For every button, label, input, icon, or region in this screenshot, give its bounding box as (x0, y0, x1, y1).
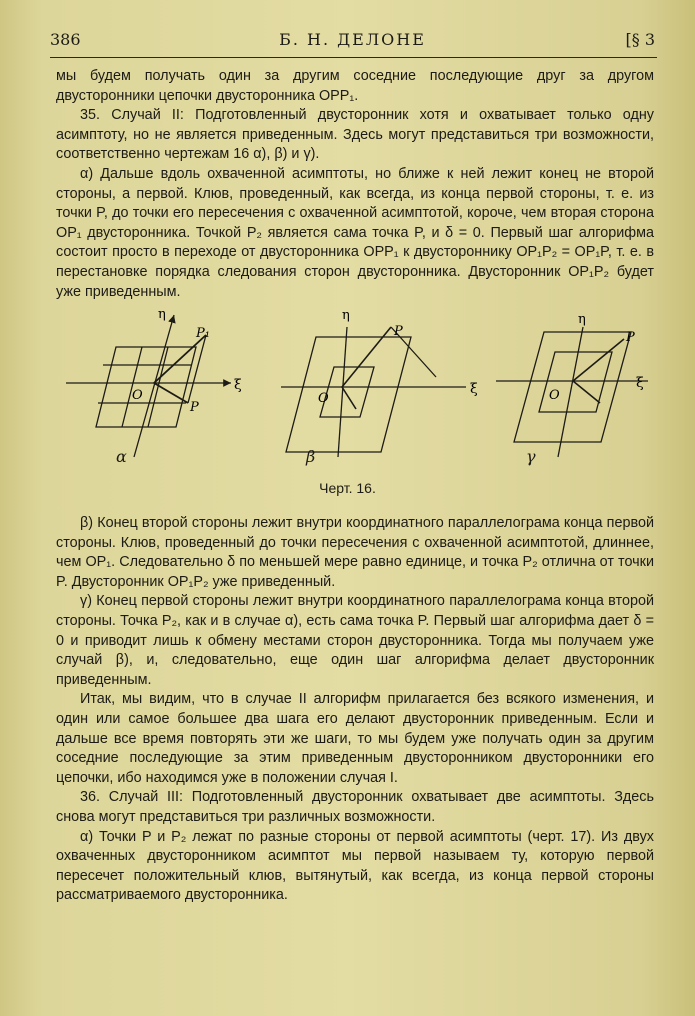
point-label-alpha: P₁ (196, 326, 210, 341)
section-marker: [§ 3 (625, 30, 655, 49)
figure-beta (281, 327, 466, 457)
origin-label-alpha: O (132, 388, 143, 403)
point-label-beta: P (394, 324, 403, 339)
paragraph: Итак, мы видим, что в случае II алгорифм прилагается без всякого изменения, и один или самое большее два шага его делают двусторонник приведенным. Если и дальше все время повторять эти же шаги, то мы будем уже получать один за другим соседние последующие за этим приведенным двусторонником двусторонники его цепочки, ибо находимся уже в положении случая I. (56, 691, 654, 786)
figure-label-beta: β (306, 447, 316, 466)
point-label-alpha-p: P (190, 400, 199, 415)
page-number: 386 (50, 30, 81, 49)
figure-caption: Черт. 16. (319, 480, 376, 496)
running-header (50, 30, 655, 52)
text-block-top (56, 67, 654, 302)
paragraph: α) Дальше вдоль охваченной асимптоты, но ближе к ней лежит конец не второй стороны, а первой. Клюв, проведенный, как всегда, из конца первой стороны, т. е. из точки P, до точки его пересечения с охваченной асимптотой, короче, чем вторая сторона OP₁ двусторонника. Точкой P₂ является сама точка P, и δ = 0. Первый шаг алгорифма состоит просто в переходе от двусторонника OPP₁ к двустороннику OP₁P₂ = OP₁P, т. е. в перестановке порядка следования сторон двусторонника. Двусторонник OP₁P₂ будет уже приведенным. (56, 165, 654, 300)
eta-label-beta: η (342, 308, 350, 323)
eta-label-gamma: η (578, 312, 586, 327)
figure-16 (56, 307, 654, 472)
origin-label-gamma: O (549, 388, 560, 403)
origin-label-beta: O (318, 391, 329, 406)
paragraph: β) Конец второй стороны лежит внутри координатного параллелограма конца первой стороны. Клюв, проведенный до точки пересечения с охваченной асимптотой, длиннее, чем OP₁. Следовательно δ по меньшей мере равно единице, и точка P₂ отлична от точки P. Двусторонник OP₁P₂ уже приведенный. (56, 515, 654, 590)
paragraph: 36. Случай III: Подготовленный двусторонник охватывает две асимптоты. Здесь снова могут представиться три различных возможности. (56, 789, 654, 825)
xi-label-beta: ξ (470, 381, 478, 397)
header-rule (50, 57, 657, 58)
paragraph: α) Точки P и P₂ лежат по разные стороны от первой асимптоты (черт. 17). Из двух охваченных двусторонником асимптот мы первой называем ту, которую первой пересечет положительный клюв, вытянутый, как всегда, из конца первой стороны рассматриваемого двусторонника. (56, 828, 654, 904)
figure-16-drawings (56, 307, 654, 472)
figure-gamma (496, 327, 648, 457)
paragraph: γ) Конец первой стороны лежит внутри координатного параллелограма конца второй стороны. Точка P₂, как и в случае α), есть сама точка P. Первый шаг алгорифма дает δ = 0 и приводит лишь к обмену местами сторон двусторонника. Тогда мы получаем уже случай β), и, следовательно, еще один шаг алгорифма делает двусторонник приведенным. (56, 593, 654, 688)
point-label-gamma: P (626, 330, 635, 345)
figure-label-gamma: γ (526, 447, 536, 466)
paragraph: 35. Случай II: Подготовленный двусторонник хотя и охватывает только одну асимптоту, но не является приведенным. Здесь могут представиться три возможности, соответственно чертежам 16 α), β) и γ). (56, 107, 654, 163)
eta-label-alpha: η (158, 307, 166, 322)
xi-label-gamma: ξ (636, 375, 644, 391)
running-title: Б. Н. ДЕЛОНЕ (279, 30, 426, 49)
xi-label-alpha: ξ (234, 377, 242, 393)
text-block-bottom (56, 514, 654, 906)
figure-label-alpha: α (116, 447, 127, 466)
paragraph: мы будем получать один за другим соседние последующие друг за другом двусторонники цепочки двусторонника OPP₁. (56, 68, 654, 104)
